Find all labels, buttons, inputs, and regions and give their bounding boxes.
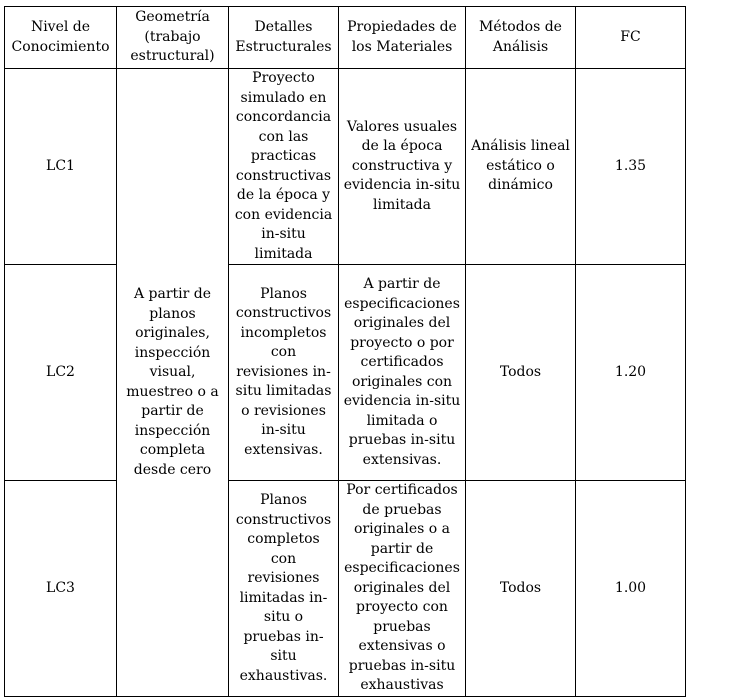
header-nivel xyxy=(5,7,117,69)
methods-text: Todos xyxy=(499,363,542,380)
fc-text: 1.35 xyxy=(614,157,647,174)
level-text: LC2 xyxy=(46,363,75,380)
header-metodos xyxy=(466,7,576,69)
header-nivel-label: Nivel de Conocimiento xyxy=(11,19,110,55)
methods-text: Todos xyxy=(499,579,542,596)
cell-materials xyxy=(339,481,466,697)
knowledge-level-table xyxy=(4,6,686,697)
header-geometria xyxy=(117,7,229,69)
fc-text: 1.20 xyxy=(614,363,647,380)
cell-methods xyxy=(466,265,576,481)
cell-details xyxy=(229,265,339,481)
header-propiedades-label: Propiedades de los Materiales xyxy=(347,19,457,55)
table-row xyxy=(5,265,686,481)
header-fc xyxy=(576,7,686,69)
header-metodos-label: Métodos de Análisis xyxy=(479,19,562,55)
level-text: LC3 xyxy=(46,579,75,596)
cell-materials xyxy=(339,69,466,265)
header-propiedades xyxy=(339,7,466,69)
header-geometria-label: Geometría (trabajo estructural) xyxy=(130,9,215,65)
cell-level xyxy=(5,265,117,481)
cell-methods xyxy=(466,481,576,697)
materials-text: A partir de especificaciones originales del proyecto o por certificados originales con evidencia in-situ limitada o pruebas in-situ extensivas. xyxy=(343,276,461,468)
cell-materials xyxy=(339,265,466,481)
level-text: LC1 xyxy=(46,157,75,174)
cell-details xyxy=(229,69,339,265)
table-header-row xyxy=(5,7,686,69)
cell-geometry xyxy=(117,69,229,697)
header-detalles-label: Detalles Estructurales xyxy=(235,19,332,55)
materials-text: Valores usuales de la época constructiva y evidencia in-situ limitada xyxy=(343,118,461,213)
methods-text: Análisis lineal estático o dinámico xyxy=(471,138,570,194)
header-detalles xyxy=(229,7,339,69)
cell-details xyxy=(229,481,339,697)
cell-fc xyxy=(576,69,686,265)
details-text: Planos constructivos completos con revisiones limitadas in-situ o pruebas in-situ exhaustivas. xyxy=(235,492,332,684)
details-text: Planos constructivos incompletos con revisiones in-situ limitadas o revisiones in-situ extensivas. xyxy=(235,285,332,458)
fc-text: 1.00 xyxy=(614,579,647,596)
cell-methods xyxy=(466,69,576,265)
materials-text: Por certificados de pruebas originales o a partir de especificaciones originales del proyecto con pruebas extensivas o pruebas in-situ exhaustivas xyxy=(344,482,460,694)
details-text: Proyecto simulado en concordancia con las practicas constructivas de la época y con evidencia in-situ limitada xyxy=(234,70,333,262)
table-row xyxy=(5,481,686,697)
cell-fc xyxy=(576,265,686,481)
cell-level xyxy=(5,481,117,697)
cell-level xyxy=(5,69,117,265)
cell-fc xyxy=(576,481,686,697)
table-row xyxy=(5,69,686,265)
header-fc-label: FC xyxy=(620,28,641,45)
geometry-text: A partir de planos originales, inspección visual, muestreo o a partir de inspección completa desde cero xyxy=(126,286,219,478)
